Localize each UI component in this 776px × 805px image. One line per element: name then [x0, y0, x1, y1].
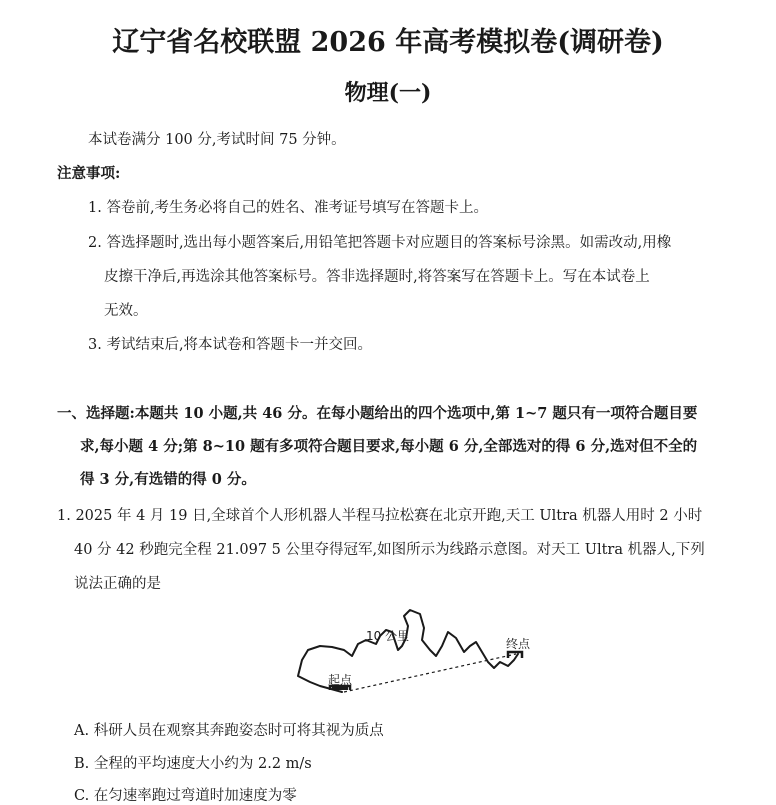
- section1-instructions-line-1: 一、选择题:本题共 10 小题,共 46 分。在每小题给出的四个选项中,第 1~7 题只有一项符合题目要: [57, 405, 698, 422]
- score-time-info: 本试卷满分 100 分,考试时间 75 分钟。: [88, 132, 346, 148]
- question1-stem-line-1: 1. 2025 年 4 月 19 日,全球首个人形机器人半程马拉松赛在北京开跑,天工 Ultra 机器人用时 2 小时: [57, 508, 703, 524]
- exam-subject: 物理(一): [344, 80, 432, 106]
- section1-instructions-line-3: 得 3 分,有选错的得 0 分。: [80, 471, 256, 488]
- label-finish: 终点: [506, 637, 531, 651]
- notice-item-3: 3. 考试结束后,将本试卷和答题卡一并交回。: [88, 337, 373, 353]
- question1-stem-line-3: 说法正确的是: [74, 576, 161, 592]
- question1-option-b: B. 全程的平均速度大小约为 2.2 m/s: [74, 756, 312, 772]
- notice-heading: 注意事项:: [57, 165, 121, 182]
- notice-item-2-line-1: 2. 答选择题时,选出每小题答案后,用铅笔把答题卡对应题目的答案标号涂黑。如需改动,用橡: [88, 235, 672, 251]
- label-10km: 10 公里: [366, 629, 410, 643]
- section1-instructions-line-2: 求,每小题 4 分;第 8~10 题有多项符合题目要求,每小题 6 分,全部选对的得 6 分,选对但不全的: [80, 438, 698, 455]
- notice-item-1: 1. 答卷前,考生务必将自己的姓名、准考证号填写在答题卡上。: [88, 200, 489, 216]
- exam-title: 辽宁省名校联盟 2026 年高考模拟卷(调研卷): [112, 27, 664, 58]
- question1-option-a: A. 科研人员在观察其奔跑姿态时可将其视为质点: [74, 723, 384, 739]
- notice-item-2-line-2: 皮擦干净后,再选涂其他答案标号。答非选择题时,将答案写在答题卡上。写在本试卷上: [104, 269, 650, 285]
- notice-item-2-line-3: 无效。: [104, 303, 148, 319]
- displacement-dashed-line: [344, 654, 516, 692]
- marathon-route-figure: [290, 600, 540, 710]
- question1-option-c: C. 在匀速率跑过弯道时加速度为零: [74, 788, 297, 804]
- label-start: 起点: [328, 673, 353, 687]
- question1-stem-line-2: 40 分 42 秒跑完全程 21.097 5 公里夺得冠军,如图所示为线路示意图。对天工 Ultra 机器人,下列: [74, 542, 705, 558]
